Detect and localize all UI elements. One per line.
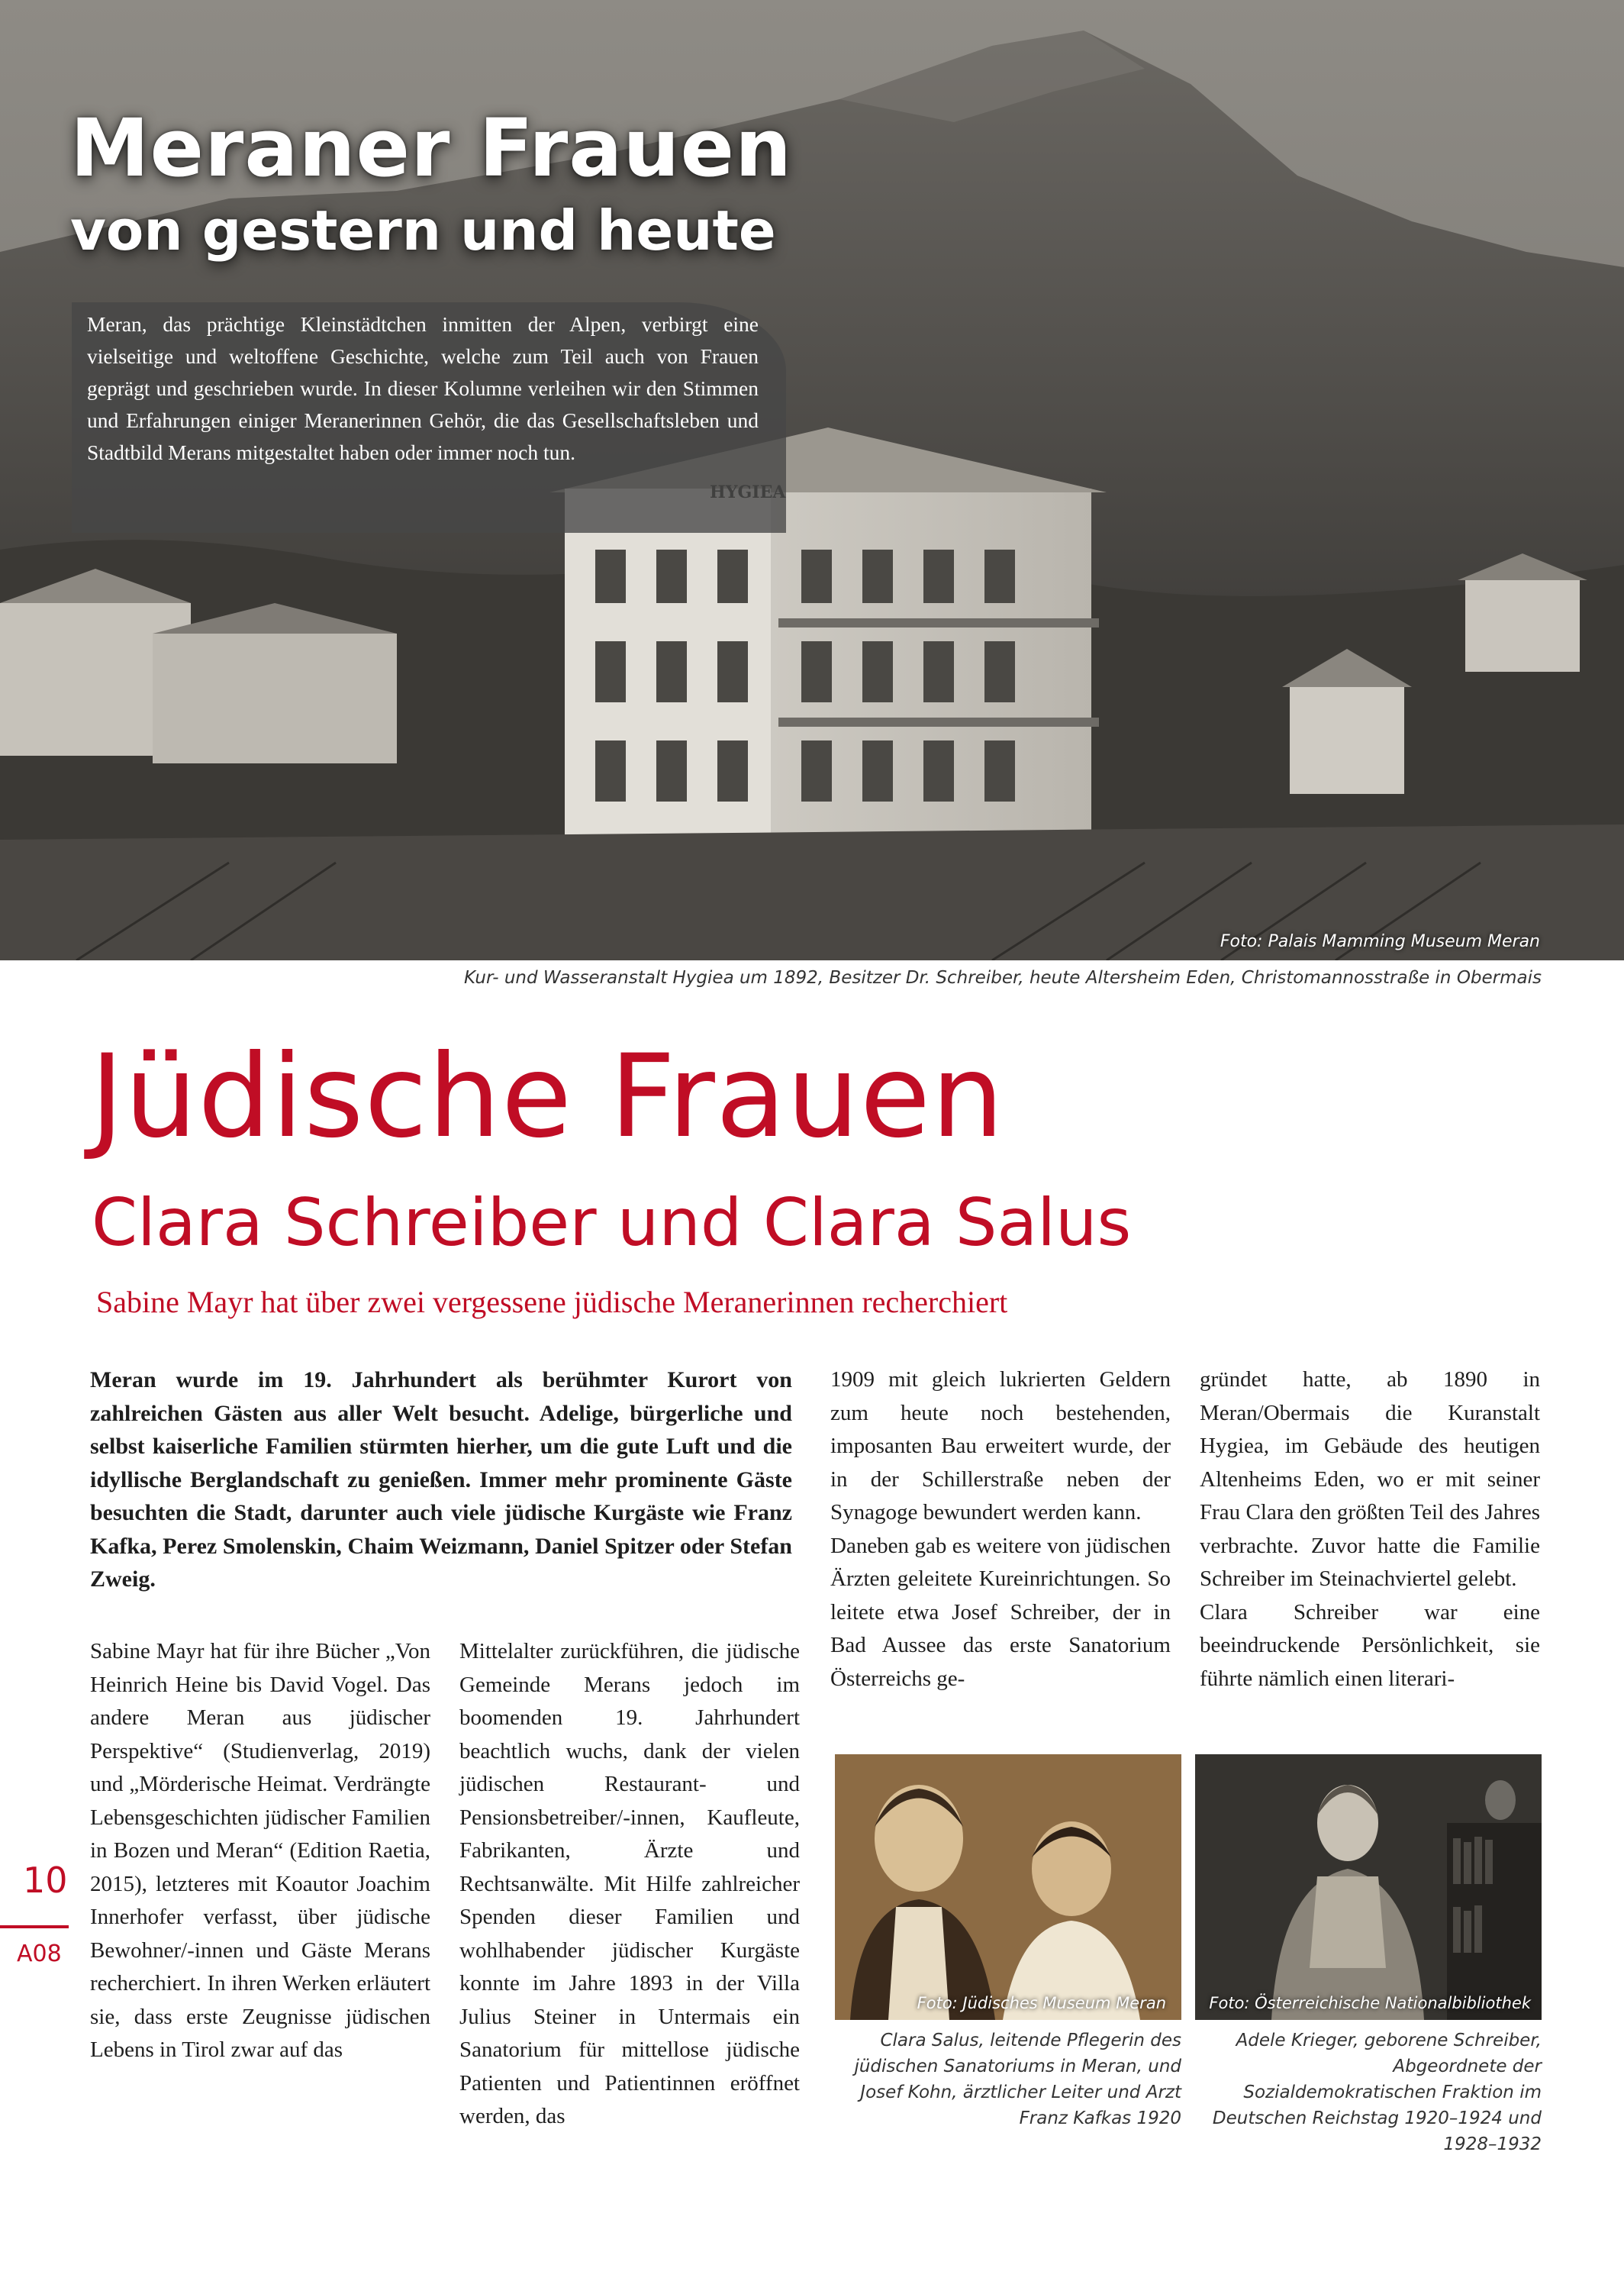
page-code: A08 [17,1941,62,1967]
article-byline: Sabine Mayr hat über zwei vergessene jüdische Meranerinnen recherchiert [96,1285,1008,1319]
photo-portrait-illustration [1195,1754,1542,2020]
series-intro: Meran, das prächtige Kleinstädtchen inmitten der Alpen, verbirgt eine vielseitige und weltoffene Geschichte, welche zum Teil auch von Frauen geprägt und geschrieben wurde. In dieser Kolumne verleihen wir den Stimmen und Erfahrungen einiger Meranerinnen Gehör, die das Gesellschaftsleben und Stadtbild Merans mitgestaltet haben oder immer noch tun. [87,312,759,464]
series-subtitle: von gestern und heute [70,198,776,263]
photo-caption: Clara Salus, leitende Pflegerin des jüdischen Sanatoriums in Meran, und Josef Kohn, ärztlicher Leiter und Arzt Franz Kafkas 1920 [854,2031,1181,2128]
photo-adele-krieger [1195,1754,1542,2020]
body-column-4 [1200,1363,1540,1695]
article-subheadline: Clara Schreiber und Clara Salus [92,1185,1132,1261]
photo-credit: Foto: Österreichische Nationalbibliothek [1209,1994,1531,2012]
body-column-2 [459,1635,800,2134]
body-paragraph: gründet hatte, ab 1890 in Meran/Obermais die Kuranstalt Hygiea, im Gebäude des heutigen Altenheims Eden, wo er mit seiner Frau Clara den größten Teil des Jahres verbrachte. Zuvor hatte die Familie Schreiber im Steinachviertel gelebt. [1200,1367,1540,1591]
photo-portrait-illustration [835,1754,1181,2020]
body-paragraph: Sabine Mayr hat für ihre Bücher „Von Heinrich Heine bis David Vogel. Das andere Meran aus jüdischer Perspektive“ (Studienverlag, 2019) und „Mörderische Heimat. Verdrängte Lebensgeschichten jüdischer Familien in Bozen und Meran“ (Edition Raetia, 2015), letzteres mit Koautor Joachim Innerhofer verfasst, über jüdische Bewohner/-innen und Gäste Merans recherchiert. In ihren Werken erläutert sie, dass erste Zeugnisse jüdischen Lebens in Tirol zwar auf das [90,1639,430,2062]
page-marker-line [0,1925,69,1928]
hero-photo [0,0,1624,960]
photo-credit: Foto: Jüdisches Museum Meran [917,1994,1166,2012]
hero-caption: Kur- und Wasseranstalt Hygiea um 1892, Besitzer Dr. Schreiber, heute Altersheim Eden, Christomannosstraße in Obermais [463,968,1542,988]
article-headline: Jüdische Frauen [90,1031,1005,1163]
body-column-1 [90,1635,430,2067]
page-number: 10 [23,1860,68,1901]
series-title: Meraner Frauen [70,102,793,195]
body-column-3 [830,1363,1171,1695]
photo-salus-kohn [835,1754,1181,2020]
body-paragraph: Mittelalter zurückführen, die jüdische Gemeinde Merans jedoch im boomenden 19. Jahrhundert beachtlich wuchs, dank der vielen jüdischen Restaurant- und Pensionsbetreiber/-innen, Kaufleute, Fabrikanten, Ärzte und Rechtsanwälte. Mit Hilfe zahlreicher Spenden dieser Familien und wohlhabender jüdischer Kurgäste konnte im Jahre 1893 in der Villa Julius Steiner in Untermais ein Sanatorium für mittellose jüdische Patienten und Patientinnen eröffnet werden, das [459,1639,800,2128]
body-paragraph: Clara Schreiber war eine beeindruckende Persönlichkeit, sie führte nämlich einen literari- [1200,1599,1540,1691]
photo-caption: Adele Krieger, geborene Schreiber, Abgeordnete der Sozialdemokratischen Fraktion im Deutschen Reichstag 1920–1924 und 1928–1932 [1212,2031,1542,2154]
body-paragraph: Daneben gab es weitere von jüdischen Ärzten geleitete Kureinrichtungen. So leitete etwa Josef Schreiber, der in Bad Aussee das erste Sanatorium Österreichs ge- [830,1533,1171,1691]
body-paragraph: 1909 mit gleich lukrierten Geldern zum heute noch bestehenden, imposanten Bau erweitert wurde, der in der Schillerstraße neben der Synagoge bewundert werden kann. [830,1367,1171,1524]
hero-photo-credit: Foto: Palais Mamming Museum Meran [1220,932,1540,951]
article-lead: Meran wurde im 19. Jahrhundert als berühmter Kurort von zahlreichen Gästen aus aller Welt besucht. Adelige, bürgerliche und selbst kaiserliche Familien stürmten hierher, um die gute Luft und die idyllische Berglandschaft zu genießen. Immer mehr prominente Gäste besuchten die Stadt, darunter auch viele jüdische Kurgäste wie Franz Kafka, Perez Smolenskin, Chaim Weizmann, Daniel Spitzer oder Stefan Zweig. [90,1367,792,1592]
